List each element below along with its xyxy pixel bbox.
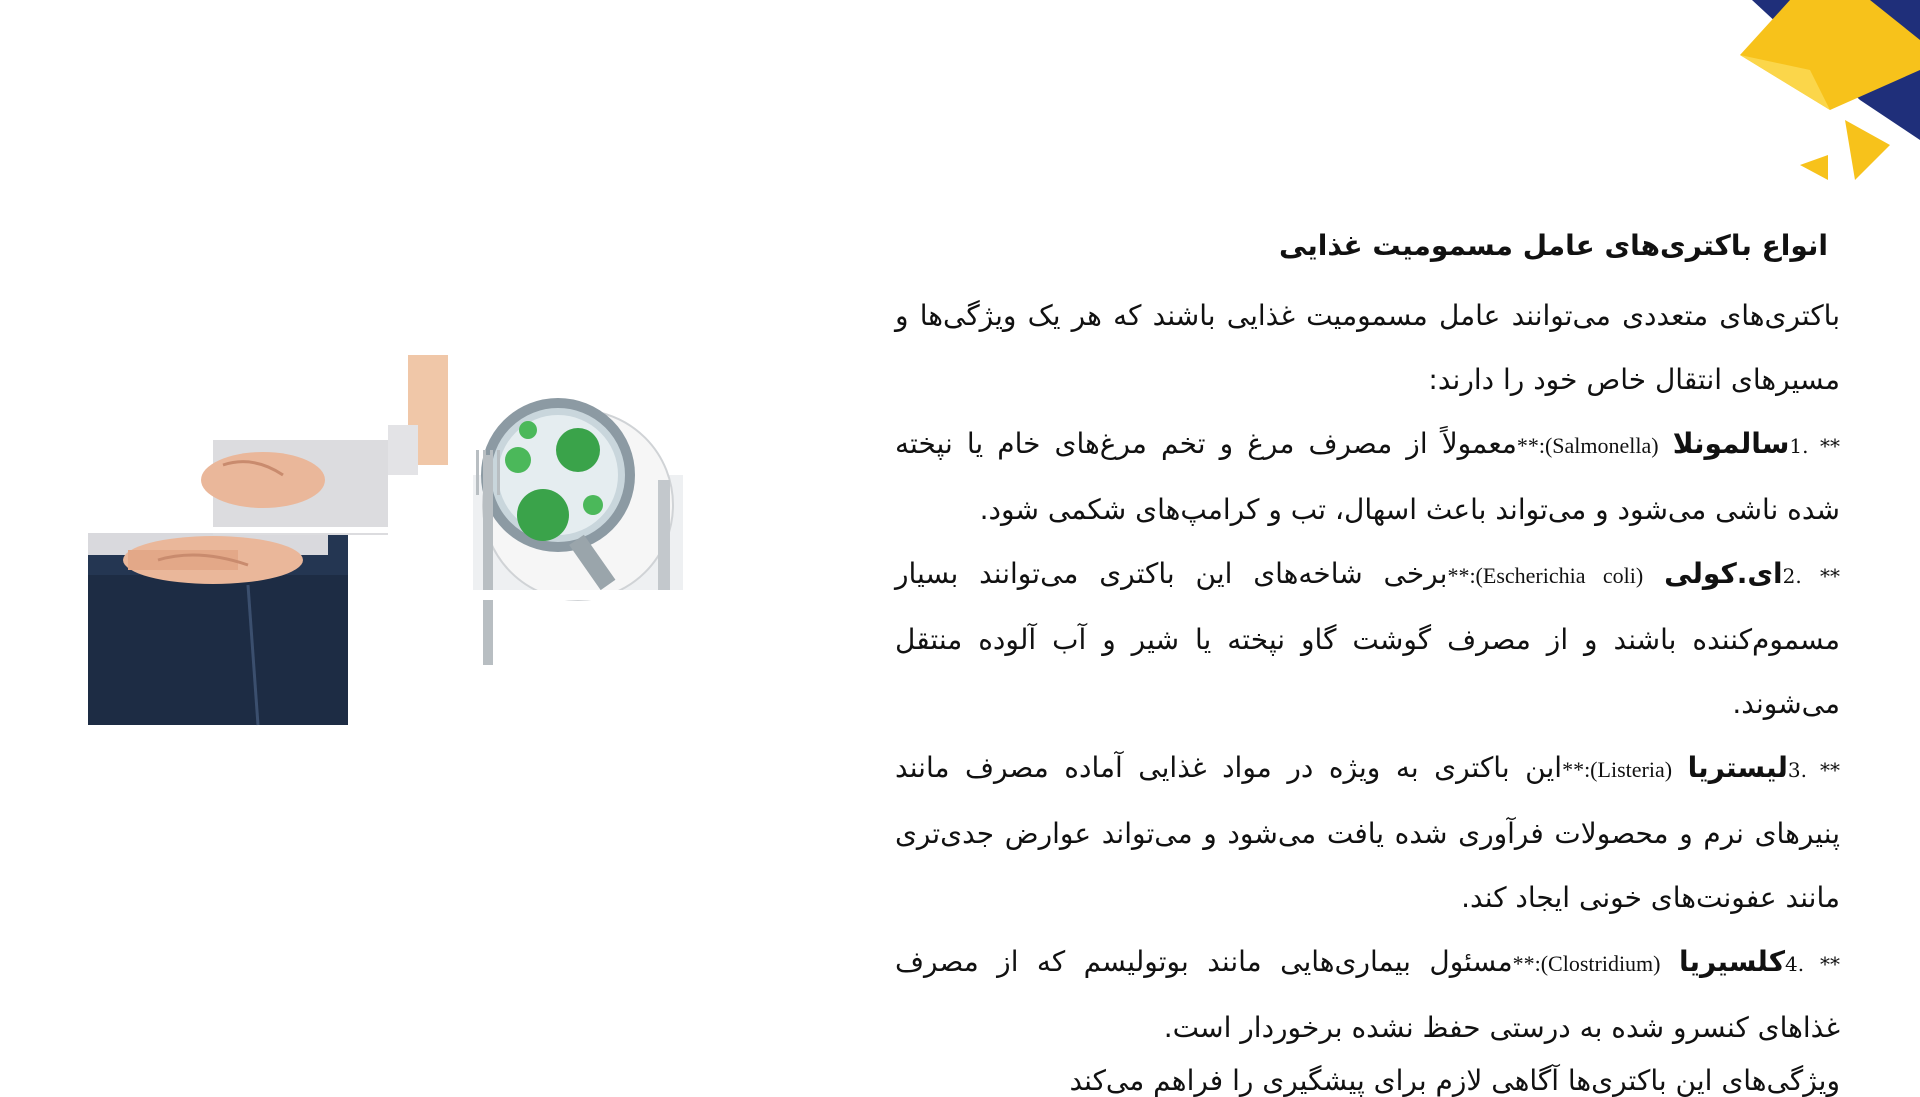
bacteria-magnifier [473,403,683,665]
item-marker: ** .2 [1782,564,1841,588]
trailing-text: ویژگی‌های این باکتری‌ها آگاهی لازم برای پیشگیری را فراهم می‌کند [1069,1064,1840,1097]
bacteria-cell [505,447,531,473]
bacteria-cell [517,489,569,541]
item-description: این باکتری به ویژه در مواد غذایی آماده مصرف مانند پنیرهای نرم و محصولات فرآوری شده یافت می‌شود و می‌تواند عوارض جدی‌تری مانند عفونت‌های خونی ایجاد کند. [895,751,1840,914]
list-item [895,930,1840,1060]
item-description: برخی شاخه‌های این باکتری می‌توانند بسیار مسموم‌کننده باشند و از مصرف گوشت گاو نپخته یا شیر و آب آلوده منتقل می‌شوند. [895,557,1840,720]
item-marker: ** .4 [1785,952,1841,976]
item-latin-name: (Salmonella):** [1516,433,1659,458]
item-latin-name: (Clostridium):** [1512,951,1661,976]
intro-paragraph: باکتری‌های متعددی می‌توانند عامل مسمومیت غذایی باشند که هر یک ویژگی‌ها و مسیرهای انتقال خاص خود را دارند: [895,299,1840,396]
corner-decoration [1680,0,1920,200]
item-term: ای.کولی [1664,557,1783,590]
list-item [895,736,1840,930]
item-marker: ** .1 [1789,434,1840,458]
food-poisoning-illustration [88,355,688,725]
bacteria-cell [583,495,603,515]
bacteria-cell [519,421,537,439]
list-item [895,412,1840,542]
item-term: کلسیریا [1678,945,1786,978]
item-description: معمولاً از مصرف مرغ و تخم مرغ‌های خام یا نپخته شده ناشی می‌شود و می‌تواند باعث اسهال، تب و کرامپ‌های شکمی شود. [895,427,1840,526]
bacteria-cell [556,428,600,472]
stomach-pain-figure [88,355,448,725]
yellow-triangle-large [1845,120,1890,180]
item-term: لیستریا [1687,751,1788,784]
main-text [895,222,1840,1060]
item-latin-name: (Listeria):** [1562,757,1673,782]
yellow-triangle-small [1800,155,1828,180]
cut-off-line [895,1060,1840,1097]
item-marker: ** .3 [1787,758,1840,782]
item-description: مسئول بیماری‌هایی مانند بوتولیسم که از مصرف غذاهای کنسرو شده به درستی حفظ نشده برخوردار است. [895,945,1840,1044]
list-item [895,542,1840,736]
item-term: سالمونلا [1672,427,1790,460]
page-title: انواع باکتری‌های عامل مسمومیت غذایی [1278,229,1828,262]
item-latin-name: (Escherichia coli):** [1447,563,1644,588]
